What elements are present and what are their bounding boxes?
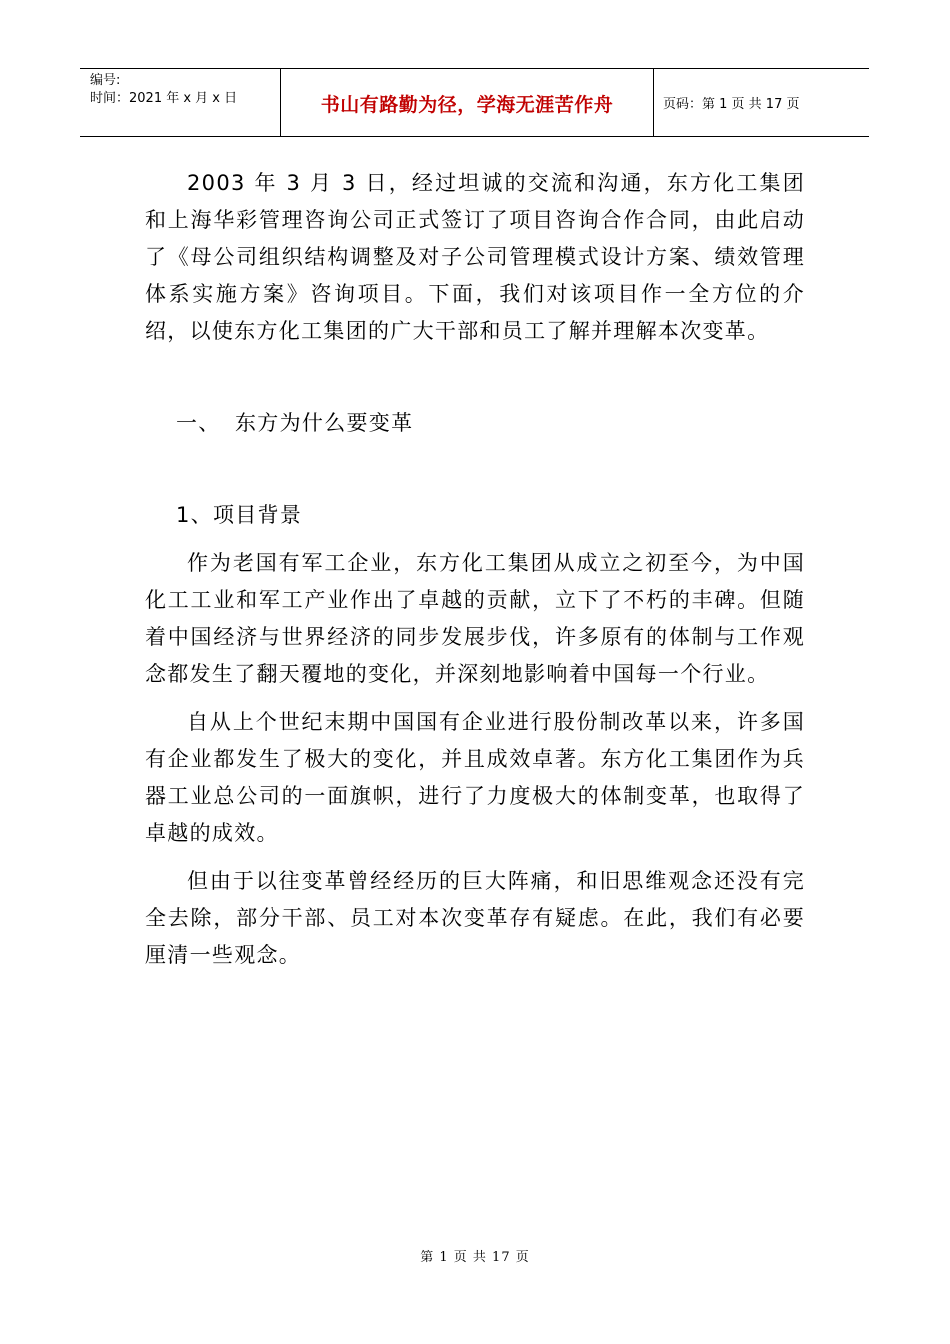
header-page-info: 页码：第 1 页 共 17 页 bbox=[663, 97, 800, 112]
intro-paragraph: 2003 年 3 月 3 日，经过坦诚的交流和沟通，东方化工集团和上海华彩管理咨询公司正式签订了项目咨询合作合同，由此启动了《母公司组织结构调整及对子公司管理模式设计方案、绩效管理体系实施方案》咨询项目。下面，我们对该项目作一全方位的介绍，以使东方化工集团的广大干部和员工了解并理解本次变革。 bbox=[145, 171, 805, 343]
section-number: 一、 bbox=[176, 411, 221, 435]
header-motto-cell bbox=[280, 69, 654, 136]
page-footer: 第 1 页 共 17 页 bbox=[420, 1250, 530, 1265]
section-title: 东方为什么要变革 bbox=[235, 411, 414, 435]
header-motto: 书山有路勤为径，学海无涯苦作舟 bbox=[320, 94, 614, 116]
document-body bbox=[145, 165, 805, 974]
subsection-heading: 1、项目背景 bbox=[176, 503, 303, 527]
header-meta bbox=[80, 69, 280, 136]
page-header bbox=[80, 68, 869, 137]
body-paragraph: 自从上个世纪末期中国国有企业进行股份制改革以来，许多国有企业都发生了极大的变化，并且成效卓著。东方化工集团作为兵器工业总公司的一面旗帜，进行了力度极大的体制变革，也取得了卓越的成效。 bbox=[145, 710, 805, 845]
document-number-label: 编号: bbox=[90, 73, 121, 88]
document-date-label: 时间：2021 年 x 月 x 日 bbox=[90, 91, 238, 106]
section-heading bbox=[145, 405, 805, 442]
body-paragraph: 但由于以往变革曾经经历的巨大阵痛，和旧思维观念还没有完全去除，部分干部、员工对本次变革存有疑虑。在此，我们有必要厘清一些观念。 bbox=[145, 869, 805, 967]
header-page-cell bbox=[653, 69, 869, 136]
body-paragraph: 作为老国有军工企业，东方化工集团从成立之初至今，为中国化工工业和军工产业作出了卓越的贡献，立下了不朽的丰碑。但随着中国经济与世界经济的同步发展步伐，许多原有的体制与工作观念都发生了翻天覆地的变化，并深刻地影响着中国每一个行业。 bbox=[145, 551, 805, 686]
